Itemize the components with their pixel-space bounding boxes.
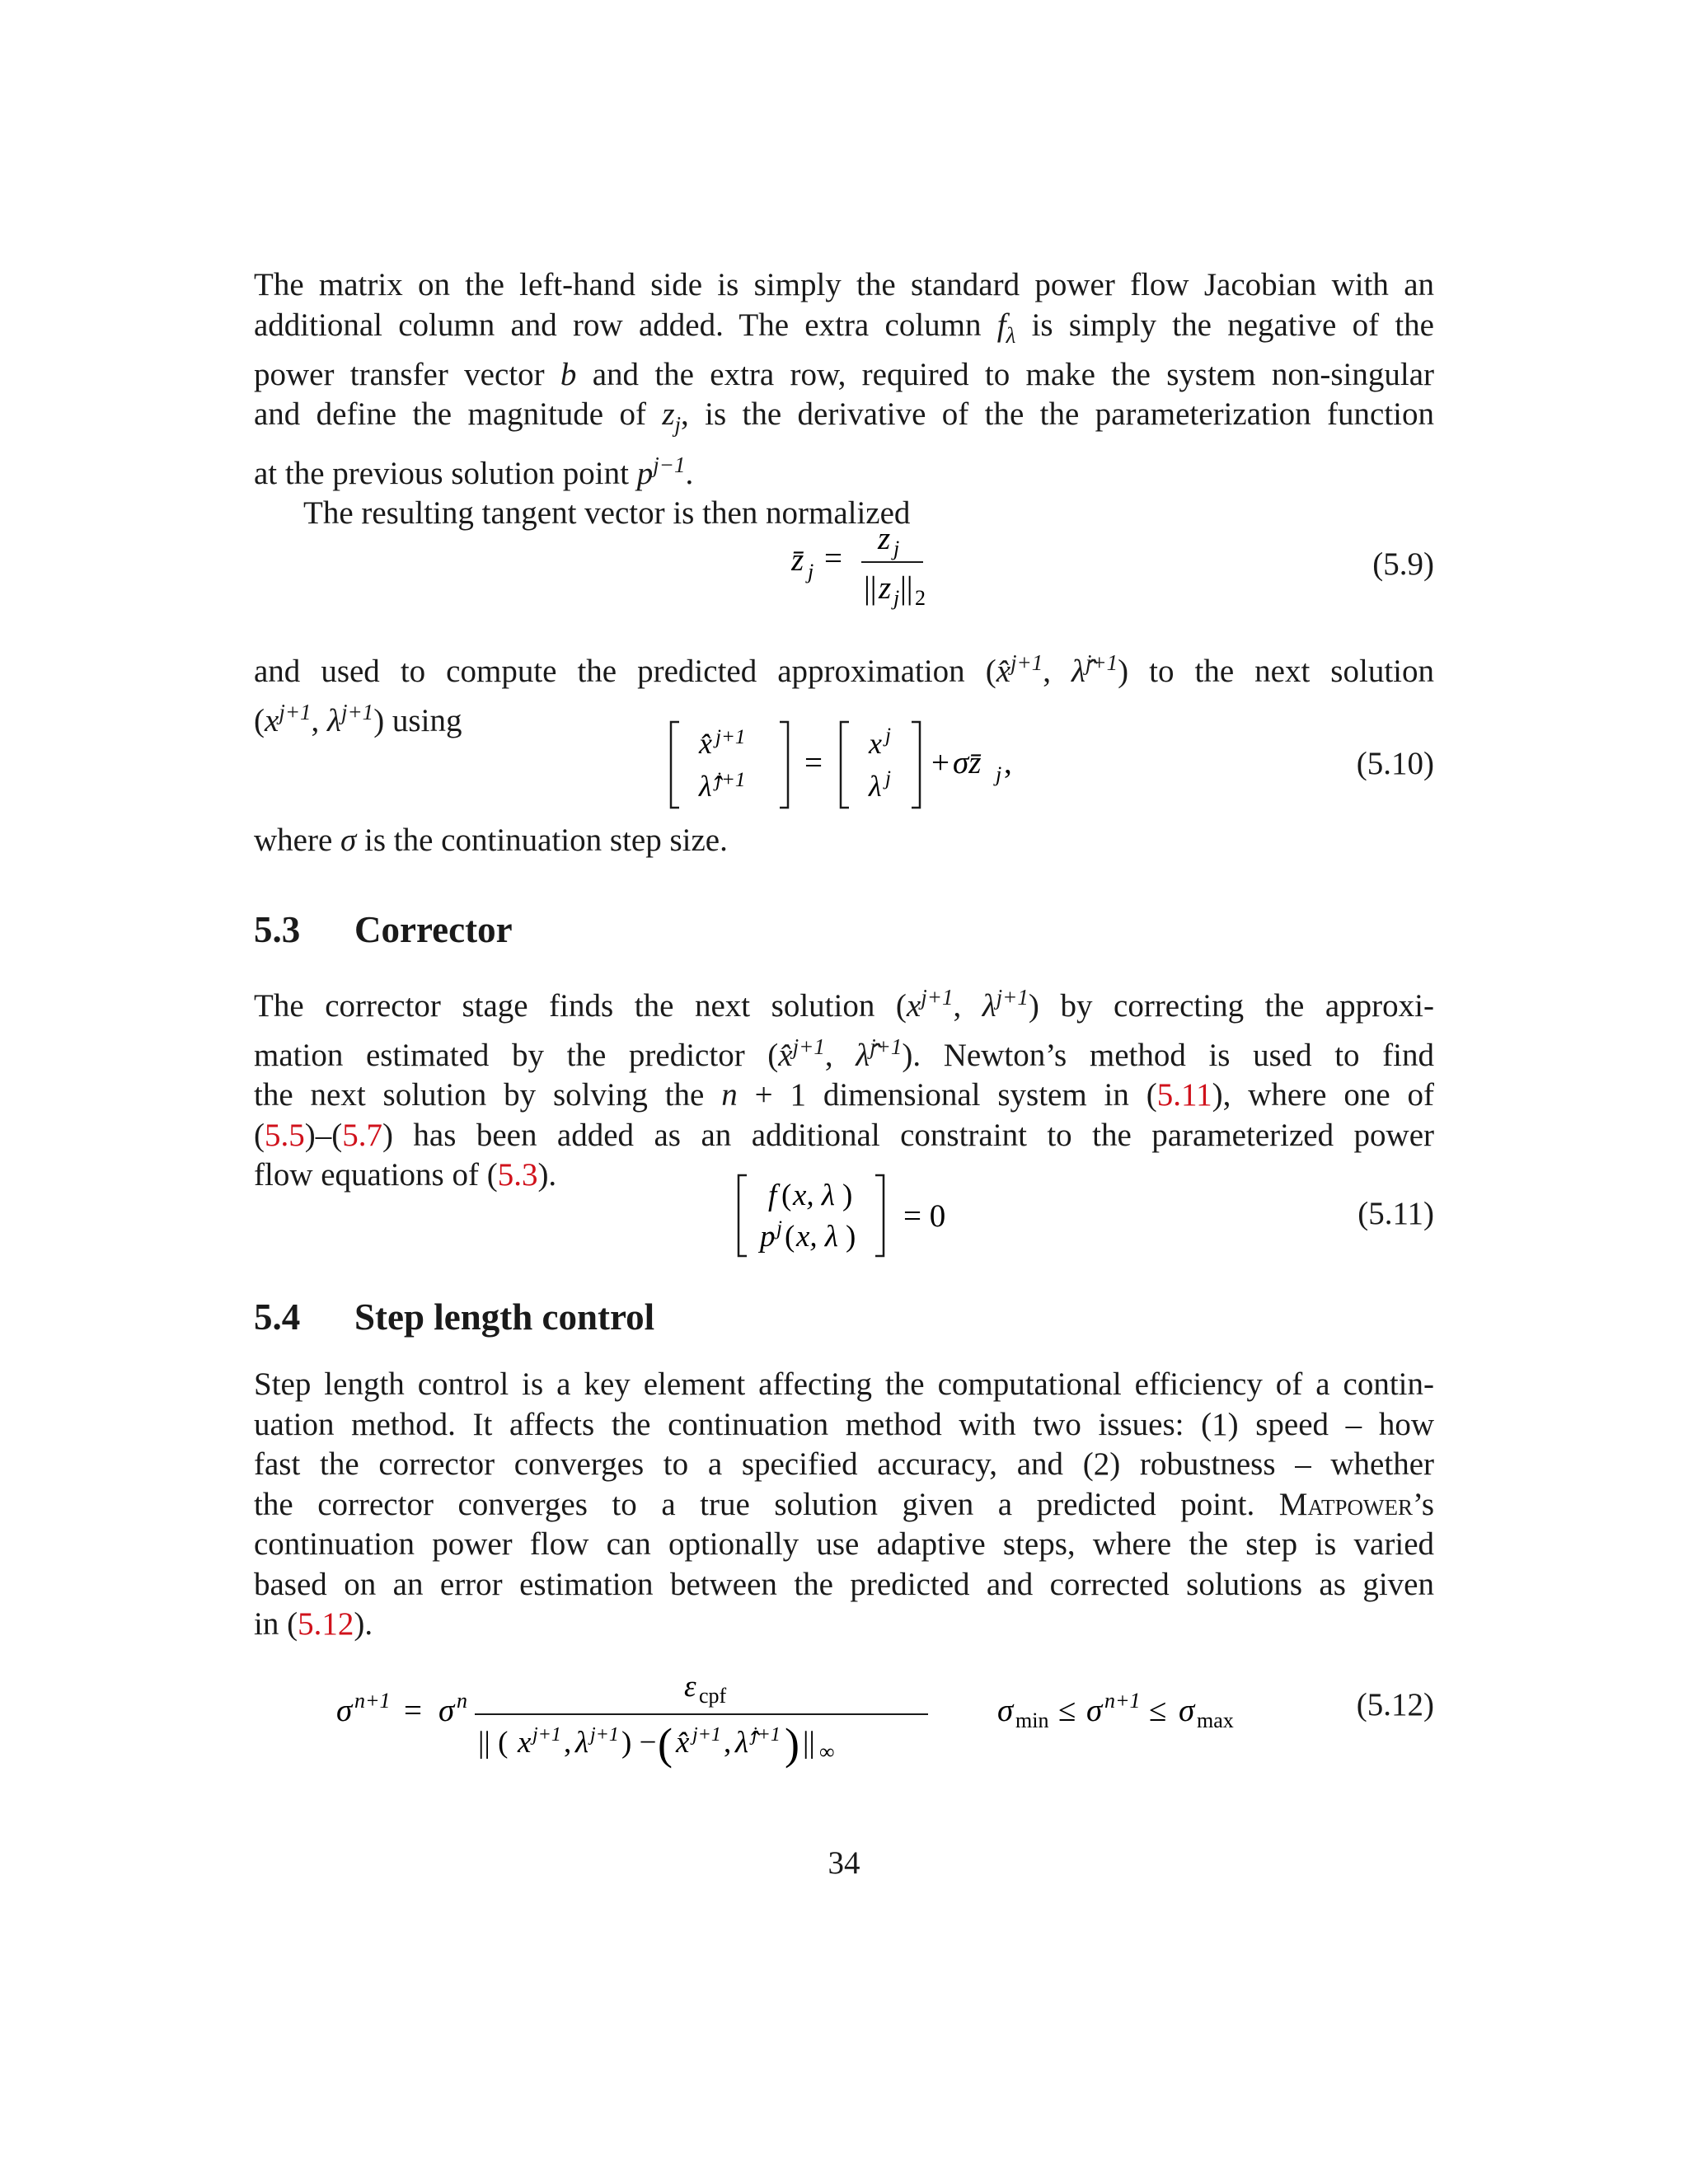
- text-line: power transfer vector b and the extra row, required to make the system non-singular: [254, 356, 1435, 392]
- svg-text:ε: ε: [684, 1670, 696, 1704]
- svg-text:,: ,: [1004, 745, 1012, 780]
- svg-text:=: =: [824, 541, 842, 576]
- svg-text:λ̂: λ̂: [735, 1726, 749, 1760]
- section-number: 5.4: [254, 1296, 301, 1338]
- text-line: The matrix on the left-hand side is simply the standard power flow Jacobian with an: [254, 267, 1434, 302]
- svg-text:j+1: j+1: [715, 726, 746, 748]
- svg-text:j: j: [808, 560, 814, 583]
- svg-text:z: z: [879, 570, 892, 606]
- svg-text:j: j: [893, 586, 900, 610]
- text-line: (5.5)–(5.7) has been added as an additional constraint to the parameterized power: [254, 1117, 1434, 1153]
- svg-text:σ: σ: [997, 1693, 1014, 1728]
- svg-text:x: x: [869, 727, 882, 760]
- svg-text:x: x: [518, 1726, 532, 1760]
- svg-text:=: =: [404, 1693, 422, 1728]
- paragraph-step-length: [254, 1365, 1434, 1645]
- section-number: 5.3: [254, 909, 301, 950]
- svg-text:≤: ≤: [1058, 1693, 1076, 1728]
- text-line: and used to compute the predicted approximation (x̂$^{j+1}$, λ̂$^{j+1}$) to the next solution: [254, 650, 1434, 689]
- svg-text:σ: σ: [438, 1693, 455, 1728]
- svg-text:j+1: j+1: [532, 1724, 561, 1746]
- svg-text:||: ||: [900, 570, 913, 606]
- svg-text:(: (: [781, 1179, 792, 1212]
- text-line: and define the magnitude of $z_j$, is the derivative of the the parameterization function: [254, 396, 1435, 438]
- text-line: ($x^{j+1}$, $\lambda^{j+1}$) using: [254, 699, 462, 738]
- svg-text:σz̄: σz̄: [953, 745, 982, 780]
- text-line: fast the corrector converges to a specified accuracy, and (2) robustness – whether: [254, 1446, 1434, 1482]
- svg-text:j: j: [893, 537, 900, 560]
- svg-text:|| (: || (: [478, 1726, 509, 1760]
- section-title: Corrector: [354, 909, 513, 950]
- svg-text:x, λ: x, λ: [793, 1179, 835, 1212]
- equation-number: (5.10): [1356, 746, 1434, 781]
- svg-text:z: z: [878, 521, 891, 556]
- svg-text:λ: λ: [575, 1726, 589, 1760]
- svg-text:∞: ∞: [819, 1740, 835, 1764]
- text-line: additional column and row added. The extra column $f_\lambda$ is simply the negative of the: [254, 307, 1434, 348]
- text-line: flow equations of (5.3).: [254, 1157, 557, 1193]
- svg-text:): ): [842, 1179, 853, 1212]
- text-line: in (5.12).: [254, 1606, 373, 1642]
- svg-text:x, λ: x, λ: [796, 1220, 838, 1254]
- svg-text:= 0: = 0: [903, 1198, 946, 1234]
- text-line: Step length control is a key element affecting the computational efficiency of a contin-: [254, 1366, 1434, 1402]
- equation-5-9: [791, 519, 931, 610]
- equation-5-10: [668, 715, 1039, 814]
- svg-text:): ): [785, 1719, 799, 1769]
- equation-reference-link[interactable]: 5.11: [1156, 1077, 1212, 1113]
- svg-text:n: n: [457, 1689, 467, 1713]
- svg-text:j: j: [885, 767, 891, 790]
- section-title: Step length control: [354, 1296, 655, 1338]
- equation-number: (5.11): [1357, 1196, 1434, 1231]
- paragraph-corrector: [254, 977, 1434, 1196]
- svg-text:x̂: x̂: [676, 1726, 690, 1760]
- paragraph-jacobian: [254, 265, 1434, 534]
- svg-text:) −: ) −: [621, 1726, 657, 1760]
- text-line: the corrector converges to a true solution given a predicted point. Matpower’s: [254, 1486, 1434, 1522]
- equation-5-12: [330, 1668, 1286, 1775]
- equation-number: (5.9): [1372, 546, 1434, 582]
- svg-text:f: f: [768, 1179, 777, 1212]
- svg-text:n+1: n+1: [1104, 1689, 1141, 1713]
- svg-text:x̂: x̂: [699, 727, 712, 760]
- text-line: uation method. It affects the continuation method with two issues: (1) speed – how: [254, 1406, 1434, 1442]
- page-number: 34: [828, 1845, 860, 1881]
- svg-text:p: p: [760, 1220, 776, 1254]
- text-line: the next solution by solving the n + 1 dimensional system in (5.11), where one of: [254, 1077, 1435, 1113]
- svg-text:||: ||: [864, 570, 877, 606]
- svg-text:): ): [846, 1220, 856, 1254]
- equation-reference-link[interactable]: 5.7: [342, 1117, 382, 1153]
- svg-text:σ: σ: [1086, 1693, 1103, 1728]
- svg-text:j: j: [996, 762, 1002, 786]
- svg-text:,: ,: [724, 1726, 732, 1760]
- svg-text:||: ||: [803, 1726, 815, 1760]
- svg-text:max: max: [1197, 1708, 1234, 1732]
- svg-text:λ: λ: [869, 770, 882, 803]
- svg-text:j+1: j+1: [692, 1724, 721, 1746]
- svg-text:cpf: cpf: [699, 1684, 727, 1708]
- svg-text:(: (: [658, 1719, 673, 1769]
- svg-text:(: (: [785, 1220, 795, 1254]
- svg-text:j: j: [776, 1217, 782, 1240]
- svg-text:σ: σ: [336, 1693, 353, 1728]
- section-heading: [254, 1296, 654, 1338]
- section-heading: [254, 908, 513, 951]
- equation-number: (5.12): [1356, 1687, 1434, 1722]
- equation-reference-link[interactable]: 5.3: [497, 1157, 538, 1193]
- svg-text:=: =: [804, 745, 823, 780]
- svg-text:≤: ≤: [1149, 1693, 1167, 1728]
- svg-text:+: +: [931, 745, 950, 780]
- svg-text:n+1: n+1: [354, 1689, 391, 1713]
- svg-text:j+1: j+1: [715, 769, 746, 791]
- text-line: continuation power flow can optionally use adaptive steps, where the step is varied: [254, 1526, 1434, 1562]
- svg-text:min: min: [1015, 1708, 1049, 1732]
- svg-text:z̄: z̄: [791, 542, 804, 578]
- text-line: mation estimated by the predictor (x̂$^{j+1}$, λ̂$^{j+1}$). Newton’s method is used to find: [254, 1033, 1434, 1073]
- text-line: based on an error estimation between the predicted and corrected solutions as given: [254, 1566, 1434, 1602]
- svg-text:j+1: j+1: [752, 1724, 781, 1746]
- svg-text:λ̂: λ̂: [699, 770, 712, 803]
- svg-text:j: j: [885, 724, 891, 747]
- equation-5-11: [735, 1170, 966, 1261]
- text-line: The resulting tangent vector is then normalized: [303, 495, 911, 532]
- text-line: The corrector stage finds the next solution ($x^{j+1}$, $\lambda^{j+1}$) by correcting the approxi-: [254, 985, 1434, 1024]
- svg-text:j+1: j+1: [590, 1724, 619, 1746]
- equation-reference-link[interactable]: 5.5: [265, 1117, 305, 1153]
- paragraph-step-size: [254, 821, 1434, 861]
- equation-reference-link[interactable]: 5.12: [298, 1606, 354, 1642]
- svg-text:σ: σ: [1179, 1693, 1195, 1728]
- text-line: at the previous solution point $p^{j-1}$.: [254, 452, 694, 491]
- svg-text:,: ,: [564, 1726, 572, 1760]
- svg-text:2: 2: [915, 586, 926, 610]
- text-line: where σ is the continuation step size.: [254, 823, 728, 858]
